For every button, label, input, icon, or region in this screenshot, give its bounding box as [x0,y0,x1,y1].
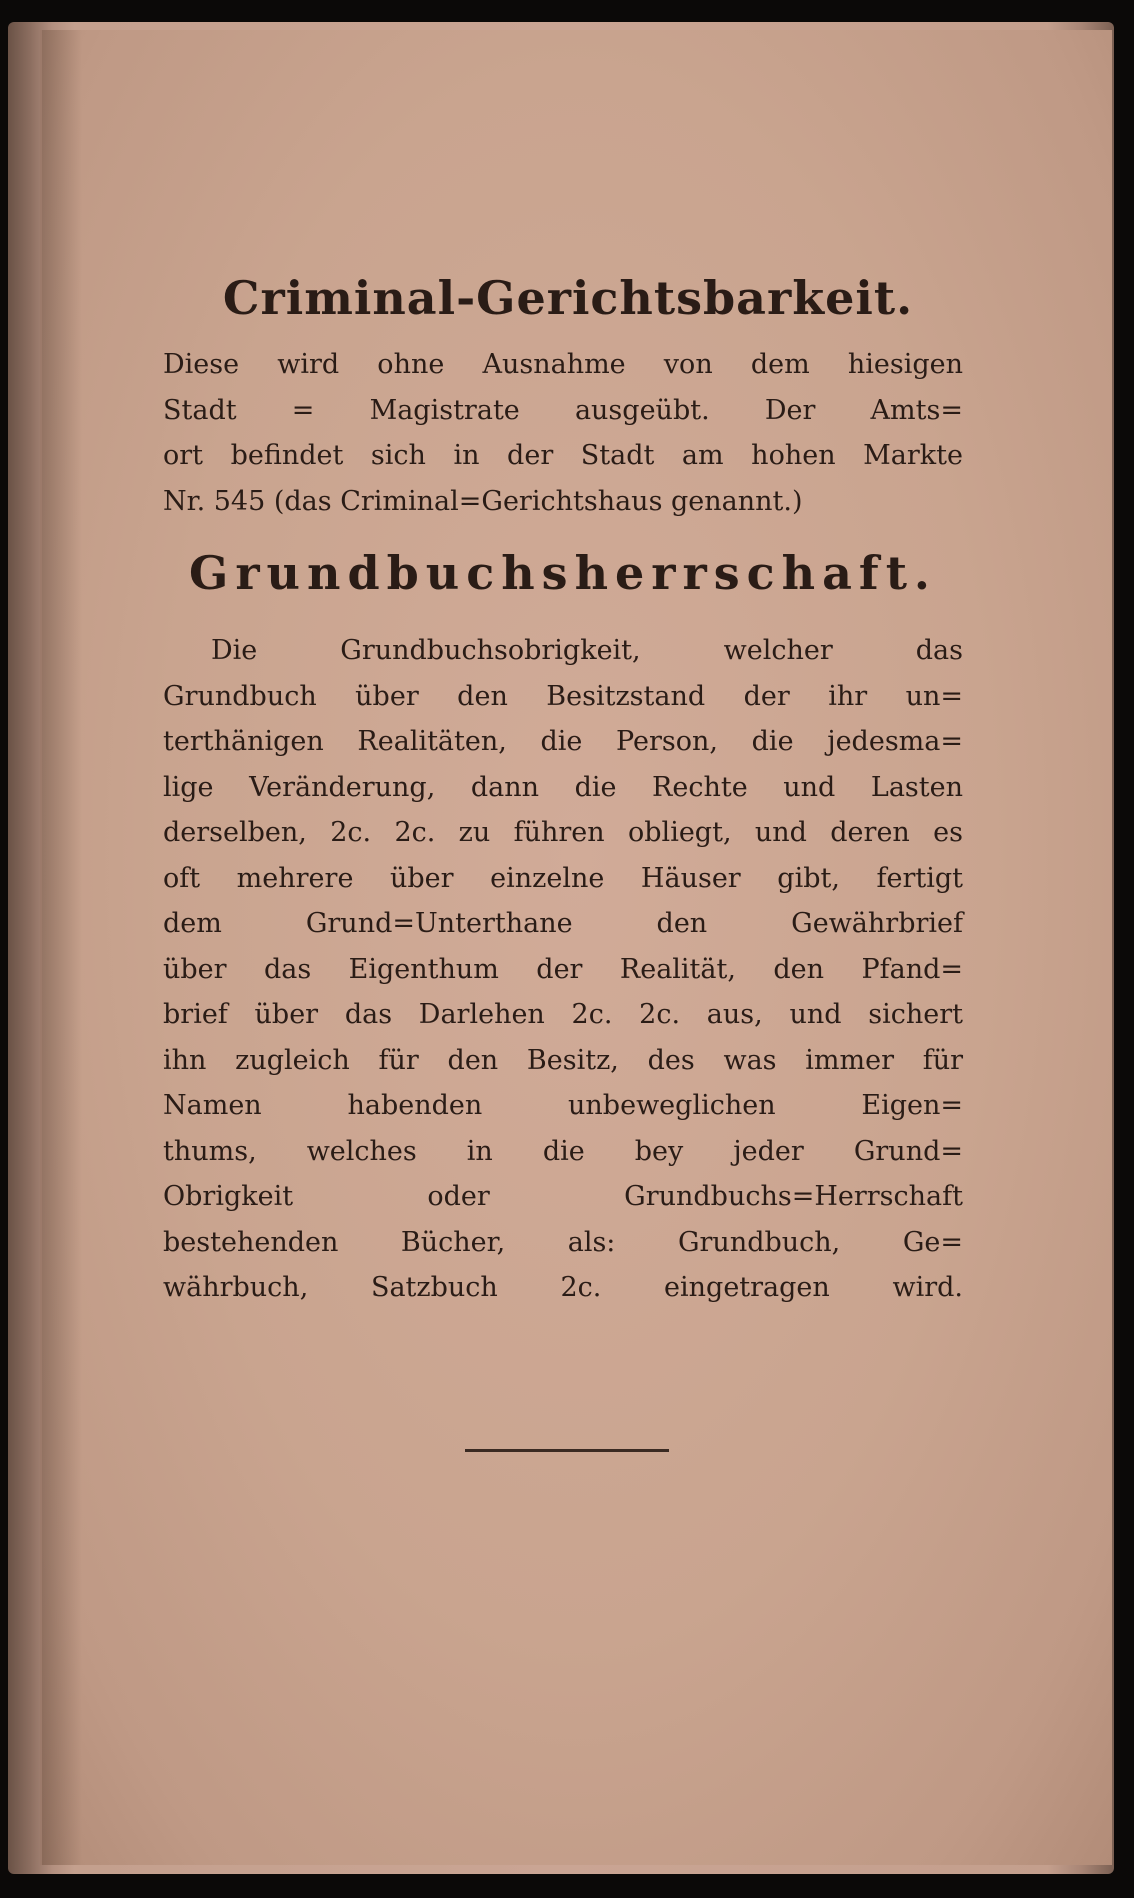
text-line: thums, welches in die bey jeder Grund= [163,1135,963,1167]
text-block [163,258,963,1311]
text-line: Grundbuch über den Besitzstand der ihr un= [163,680,963,712]
text-line: Nr. 545 (das Criminal=Gerichtshaus genannt.) [163,485,803,517]
text-line: Namen habenden unbeweglichen Eigen= [163,1090,963,1121]
heading-land-register-authority: Grundbuchsherrschaft. [189,546,937,600]
text-line: derselben, 2c. 2c. zu führen obliegt, und deren es [163,817,963,848]
text-line: lige Veränderung, dann die Rechte und Lasten [163,771,963,803]
text-line: währbuch, Satzbuch 2c. eingetragen wird. [163,1272,963,1303]
text-line: oft mehrere über einzelne Häuser gibt, fertigt [163,862,963,894]
text-line: bestehenden Bücher, als: Grundbuch, Ge= [163,1226,963,1258]
heading-criminal-jurisdiction: Criminal-Gerichtsbarkeit. [222,271,914,325]
text-line: brief über das Darlehen 2c. 2c. aus, und sichert [163,999,963,1030]
text-line: ihn zugleich für den Besitz, des was immer für [163,1044,963,1076]
paragraph-criminal-jurisdiction [163,342,963,524]
closing-rule [465,1449,669,1452]
text-line: Stadt = Magistrate ausgeübt. Der Amts= [163,394,963,426]
paragraph-land-register-authority [163,628,963,1311]
text-line: Diese wird ohne Ausnahme von dem hiesigen [163,349,963,380]
text-line: Obrigkeit oder Grundbuchs=Herrschaft [163,1181,963,1212]
text-line: dem Grund=Unterthane den Gewährbrief [163,908,963,939]
text-line: terthänigen Realitäten, die Person, die jedesma= [163,726,963,757]
binding-shadow [42,30,82,1865]
text-line: Die Grundbuchsobrigkeit, welcher das [211,635,963,666]
text-line: ort befindet sich in der Stadt am hohen Markte [163,440,963,471]
text-line: über das Eigenthum der Realität, den Pfand= [163,953,963,985]
